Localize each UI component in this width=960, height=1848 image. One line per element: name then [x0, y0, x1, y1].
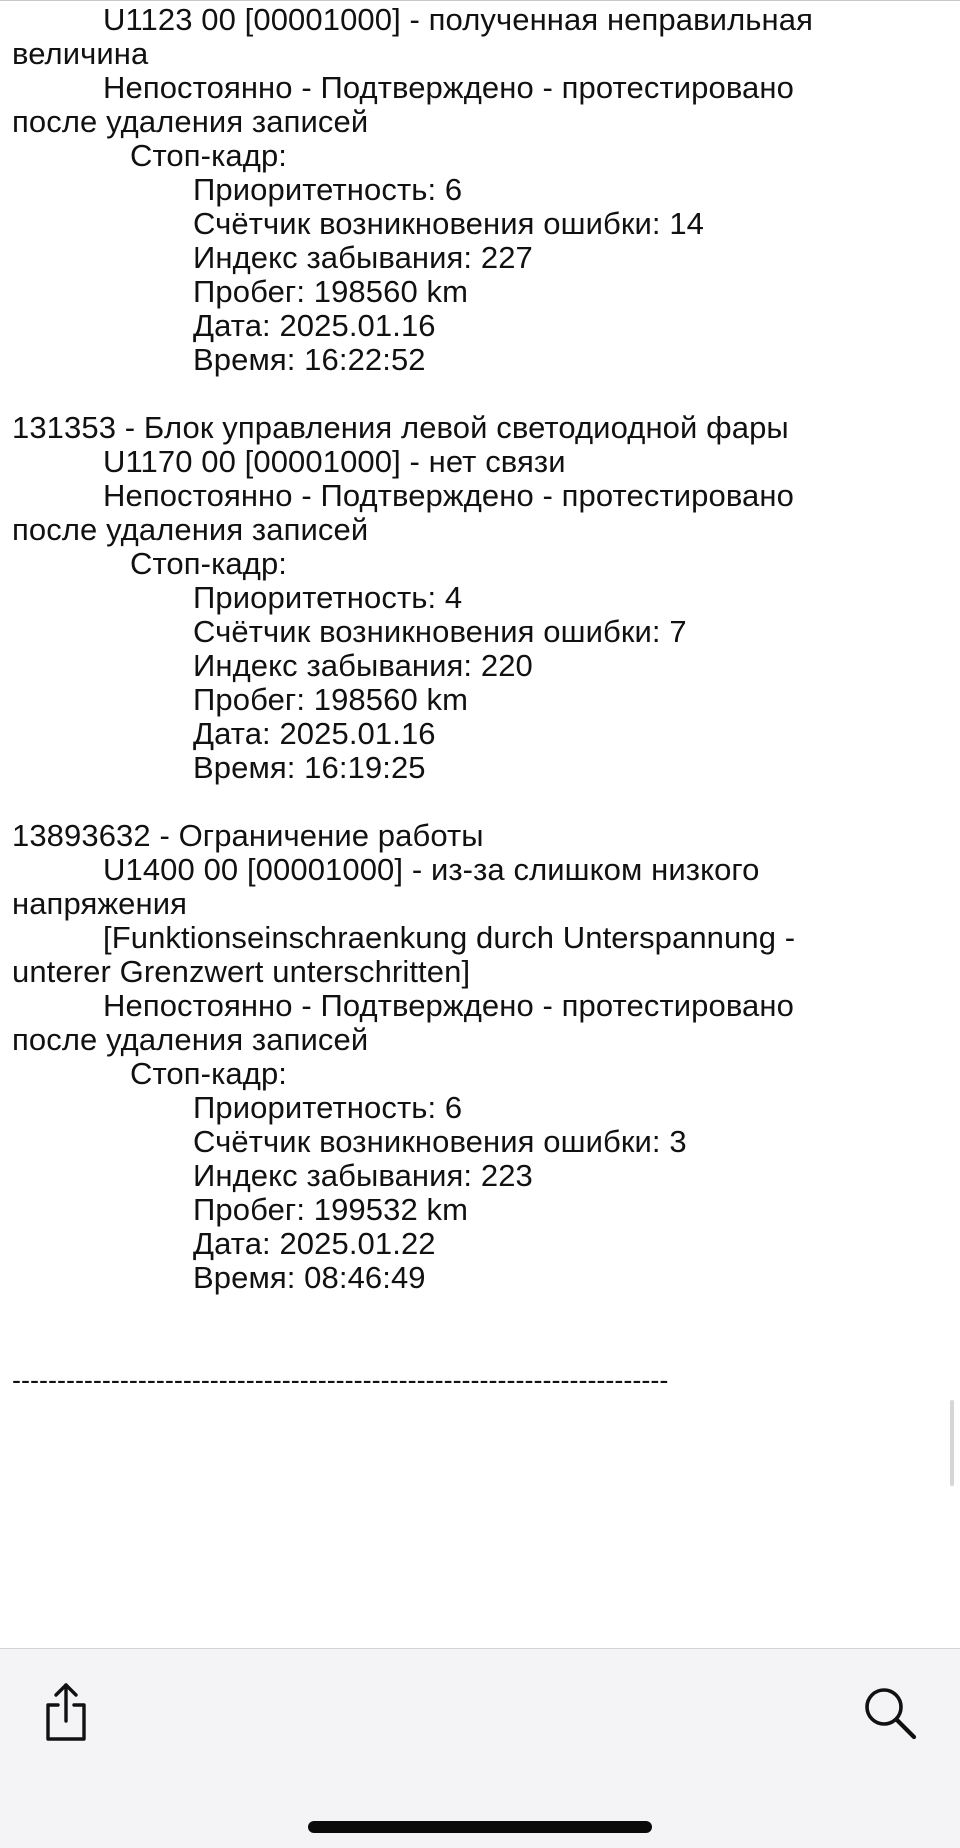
report-line: Индекс забывания: 227: [193, 240, 533, 275]
report-line: Стоп-кадр:: [130, 1056, 288, 1091]
report-line: Приоритетность: 4: [193, 580, 463, 615]
bottom-toolbar: [0, 1648, 960, 1848]
report-line: Дата: 2025.01.22: [193, 1226, 436, 1261]
report-line: Дата: 2025.01.16: [193, 308, 436, 343]
report-line: unterer Grenzwert unterschritten]: [12, 954, 471, 989]
report-separator: -------------------------------------------------------------------------: [12, 1365, 669, 1395]
report-line: после удаления записей: [12, 1022, 369, 1057]
report-line: после удаления записей: [12, 104, 369, 139]
share-button[interactable]: [38, 1681, 94, 1745]
report-line: Счётчик возникновения ошибки: 7: [193, 614, 687, 649]
report-line: после удаления записей: [12, 512, 369, 547]
search-button[interactable]: [862, 1685, 920, 1743]
report-line: Счётчик возникновения ошибки: 3: [193, 1124, 687, 1159]
report-line: Пробег: 198560 km: [193, 682, 469, 717]
report-line: [Funktionseinschraenkung durch Unterspannung -: [103, 920, 796, 955]
vertical-scrollbar[interactable]: [950, 1400, 954, 1486]
report-line: U1400 00 [00001000] - из-за слишком низкого: [103, 852, 760, 887]
report-line: напряжения: [12, 886, 188, 921]
report-line: Дата: 2025.01.16: [193, 716, 436, 751]
report-line: Стоп-кадр:: [130, 546, 288, 581]
report-line: 13893632 - Ограничение работы: [12, 818, 484, 853]
search-icon: [862, 1685, 920, 1743]
share-icon: [38, 1681, 94, 1745]
report-line: Время: 08:46:49: [193, 1260, 426, 1295]
report-line: Непостоянно - Подтверждено - протестировано: [103, 988, 794, 1023]
report-line: Время: 16:19:25: [193, 750, 426, 785]
report-line: Приоритетность: 6: [193, 1090, 463, 1125]
report-line: Непостоянно - Подтверждено - протестировано: [103, 70, 794, 105]
report-line: Счётчик возникновения ошибки: 14: [193, 206, 705, 241]
report-line: Индекс забывания: 223: [193, 1158, 533, 1193]
report-line: Индекс забывания: 220: [193, 648, 533, 683]
report-line: U1123 00 [00001000] - полученная неправильная: [103, 2, 813, 37]
report-line: Непостоянно - Подтверждено - протестировано: [103, 478, 794, 513]
report-line: Время: 16:22:52: [193, 342, 426, 377]
report-line: Пробег: 198560 km: [193, 274, 469, 309]
report-line: Стоп-кадр:: [130, 138, 288, 173]
home-indicator[interactable]: [308, 1821, 652, 1833]
report-line: Приоритетность: 6: [193, 172, 463, 207]
report-line: Пробег: 199532 km: [193, 1192, 469, 1227]
report-line: величина: [12, 36, 149, 71]
report-line: 131353 - Блок управления левой светодиодной фары: [12, 410, 789, 445]
report-text-view[interactable]: [12, 0, 940, 1648]
report-line: U1170 00 [00001000] - нет связи: [103, 444, 566, 479]
